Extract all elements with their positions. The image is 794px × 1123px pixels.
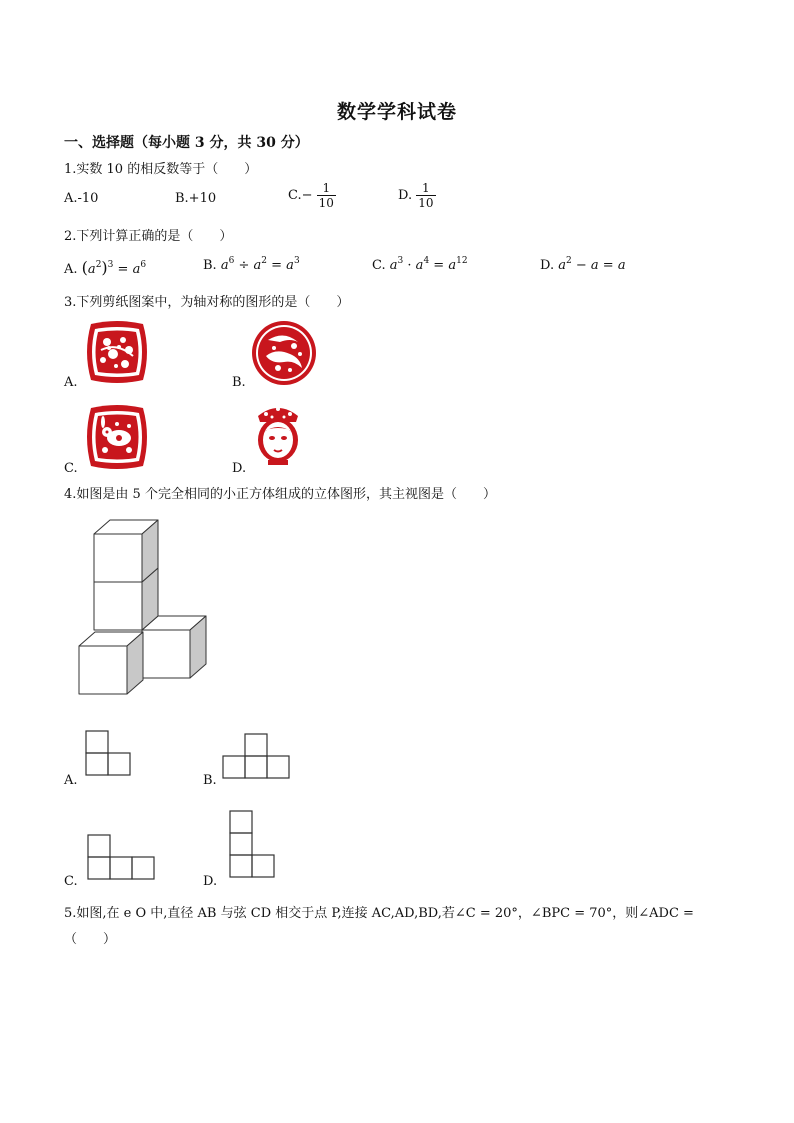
q2-option-c-formula: $a^3 \cdot a^4 = a^{12}$: [389, 256, 468, 273]
q4-option-d: D.: [203, 874, 218, 889]
q3-option-d: D.: [232, 461, 247, 476]
q2-option-c-label: C.: [372, 258, 386, 273]
question-5-stem-line1: 5.如图,在 e O 中,直径 AB 与弦 CD 相交于点 P,连接 AC,AD,BD,若∠C = 20°，∠BPC = 70°，则∠ADC =: [64, 906, 694, 921]
q2-option-a-label: A.: [64, 262, 78, 277]
papercut-a-image: [83, 320, 151, 384]
q4-option-b: B.: [203, 773, 217, 788]
fraction-numerator: 1: [317, 181, 336, 196]
q1-option-d-label: D.: [398, 188, 413, 203]
q1-option-c-fraction: [317, 181, 336, 210]
papercut-d-image: [252, 402, 304, 466]
q4-view-d: [229, 810, 277, 880]
fraction-denominator: 10: [418, 196, 434, 210]
page-title: 数学学科试卷: [336, 101, 457, 123]
q1-option-b: B.+10: [175, 191, 217, 206]
cube-solid-figure: [72, 512, 212, 698]
q3-option-c: C.: [64, 461, 78, 476]
question-1-stem: 1.实数 10 的相反数等于（ ）: [64, 162, 258, 177]
section-heading: 一、选择题（每小题 3 分，共 30 分）: [64, 135, 309, 151]
question-4-stem: 4.如图是由 5 个完全相同的小正方体组成的立体图形，其主视图是（ ）: [64, 487, 496, 502]
q2-option-d-label: D.: [540, 258, 555, 273]
q4-option-c: C.: [64, 874, 78, 889]
q4-view-b: [222, 733, 292, 779]
q2-option-c: [372, 258, 468, 273]
papercut-c-image: [83, 404, 151, 470]
q2-option-b-label: B.: [203, 258, 217, 273]
q2-option-d: [540, 258, 626, 273]
fraction-denominator: 10: [318, 196, 334, 210]
q2-option-d-formula: $a^2 - a = a$: [558, 256, 626, 273]
q1-option-a: A.-10: [64, 191, 99, 206]
q2-option-b: [203, 258, 300, 273]
question-2-stem: 2.下列计算正确的是（ ）: [64, 229, 233, 244]
papercut-b-image: [250, 320, 318, 386]
q2-option-a-formula: $(a^2)^3 = a^6$: [81, 258, 147, 277]
q3-option-b: B.: [232, 375, 246, 390]
question-5-stem-line2: （ ）: [64, 932, 117, 947]
q1-option-d: [398, 181, 436, 210]
q2-option-b-formula: $a^6 \div a^2 = a^3$: [220, 256, 300, 273]
q3-option-a: A.: [64, 375, 78, 390]
q4-view-c: [87, 834, 157, 882]
q1-option-d-fraction: [416, 181, 435, 210]
q2-option-a: [64, 258, 146, 277]
q4-view-a: [85, 730, 133, 776]
q1-option-c-label: C.: [288, 188, 302, 203]
q1-option-c: [288, 181, 336, 210]
q1-option-c-sign: −: [301, 188, 313, 203]
q4-option-a: A.: [64, 773, 78, 788]
fraction-numerator: 1: [416, 181, 435, 196]
question-3-stem: 3.下列剪纸图案中，为轴对称的图形的是（ ）: [64, 295, 350, 310]
